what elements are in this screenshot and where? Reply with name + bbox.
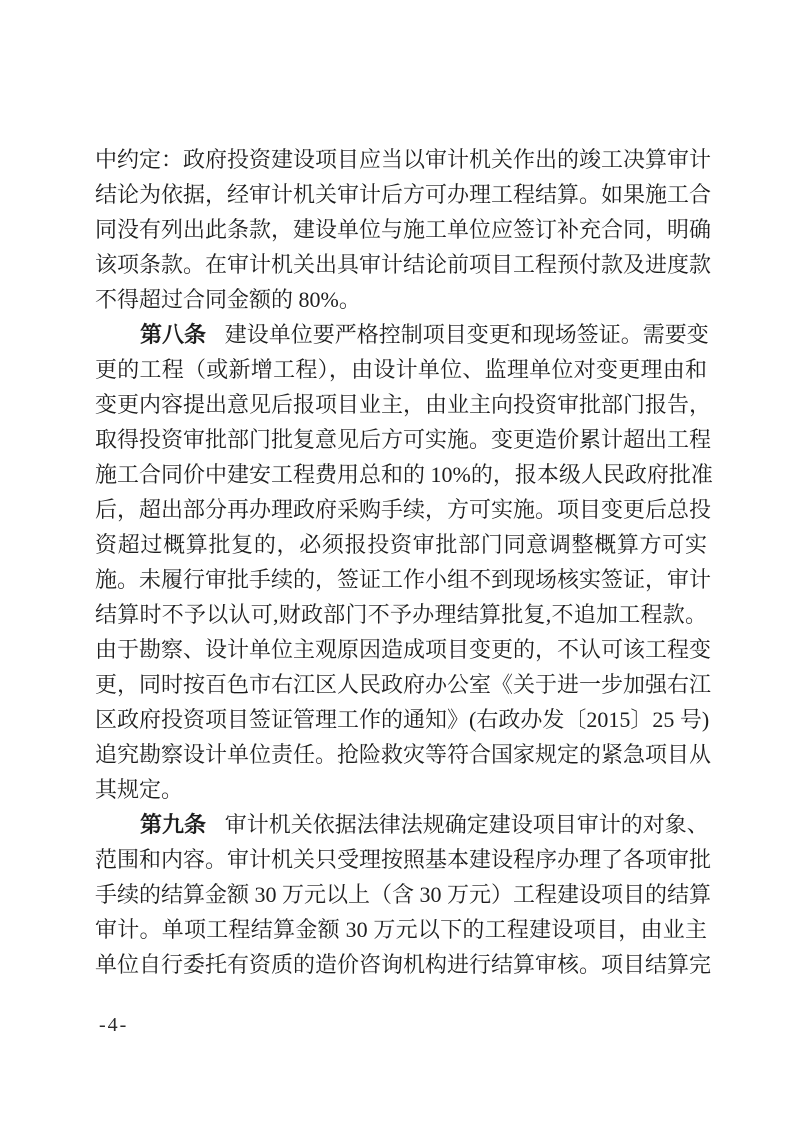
text-block [95, 142, 713, 982]
line-text: 资超过概算批复的，必须报投资审批部门同意调整概算方可实 [95, 532, 707, 557]
line-text: 施工合同价中建安工程费用总和的 10%的，报本级人民政府批准 [95, 462, 713, 487]
text-line [95, 842, 712, 877]
line-text: 后，超出部分再办理政府采购手续，方可实施。项目变更后总投 [95, 497, 712, 522]
text-line [95, 527, 707, 562]
text-line [95, 387, 712, 422]
line-text: 区政府投资项目签证管理工作的通知》(右政办发〔2015〕25 号) [95, 707, 710, 732]
text-line [95, 737, 712, 772]
text-line [95, 317, 707, 352]
line-text: 范围和内容。审计机关只受理按照基本建设程序办理了各项审批 [95, 847, 712, 872]
text-line [95, 877, 712, 912]
line-text: 该项条款。在审计机关出具审计结论前项目工程预付款及进度款 [95, 252, 712, 277]
line-text: 单位自行委托有资质的造价咨询机构进行结算审核。项目结算完 [95, 952, 712, 977]
text-line [95, 912, 707, 947]
text-line [95, 247, 712, 282]
paragraph [95, 142, 712, 317]
text-line [95, 562, 712, 597]
text-line [95, 352, 707, 387]
line-text: 审计机关依据法律法规确定建设项目审计的对象、 [224, 812, 709, 837]
text-line [95, 492, 712, 527]
line-text: 取得投资审批部门批复意见后方可实施。变更造价累计超出工程 [95, 427, 712, 452]
article-number: 第九条 [140, 812, 207, 837]
paragraph [95, 317, 713, 807]
text-line [95, 947, 712, 982]
text-line [95, 177, 712, 212]
text-line [95, 142, 712, 177]
text-line [95, 667, 712, 702]
text-line [95, 807, 707, 842]
page-number-footer: -4- [99, 1014, 129, 1036]
line-text: 施。未履行审批手续的，签证工作小组不到现场核实签证，审计 [95, 567, 712, 592]
text-line [95, 282, 707, 317]
text-line [95, 597, 707, 632]
line-text: 不得超过合同金额的 80%。 [95, 287, 361, 312]
paragraph [95, 807, 712, 982]
text-line [95, 702, 710, 737]
line-text: 其规定。 [95, 777, 184, 802]
line-text: 由于勘察、设计单位主观原因造成项目变更的，不认可该工程变 [95, 637, 712, 662]
line-text: 追究勘察设计单位责任。抢险救灾等符合国家规定的紧急项目从 [95, 742, 712, 767]
line-text: 更，同时按百色市右江区人民政府办公室《关于进一步加强右江 [95, 672, 712, 697]
text-line [95, 457, 713, 492]
line-text: 中约定：政府投资建设项目应当以审计机关作出的竣工决算审计 [95, 147, 712, 172]
line-text: 更的工程（或新增工程），由设计单位、监理单位对变更理由和 [95, 357, 707, 382]
line-text: 结论为依据，经审计机关审计后方可办理工程结算。如果施工合 [95, 182, 712, 207]
line-text: 变更内容提出意见后报项目业主，由业主向投资审批部门报告， [95, 392, 712, 417]
text-line [95, 422, 712, 457]
text-line [95, 632, 712, 667]
line-text: 建设单位要严格控制项目变更和现场签证。需要变 [224, 322, 709, 347]
line-text: 同没有列出此条款，建设单位与施工单位应签订补充合同，明确 [95, 217, 712, 242]
text-line [95, 212, 712, 247]
text-line [95, 772, 707, 807]
line-text: 结算时不予以认可,财政部门不予办理结算批复,不追加工程款。 [95, 602, 707, 627]
article-number: 第八条 [140, 322, 207, 347]
line-text: 手续的结算金额 30 万元以上（含 30 万元）工程建设项目的结算 [95, 882, 712, 907]
line-text: 审计。单项工程结算金额 30 万元以下的工程建设项目，由业主 [95, 917, 707, 942]
